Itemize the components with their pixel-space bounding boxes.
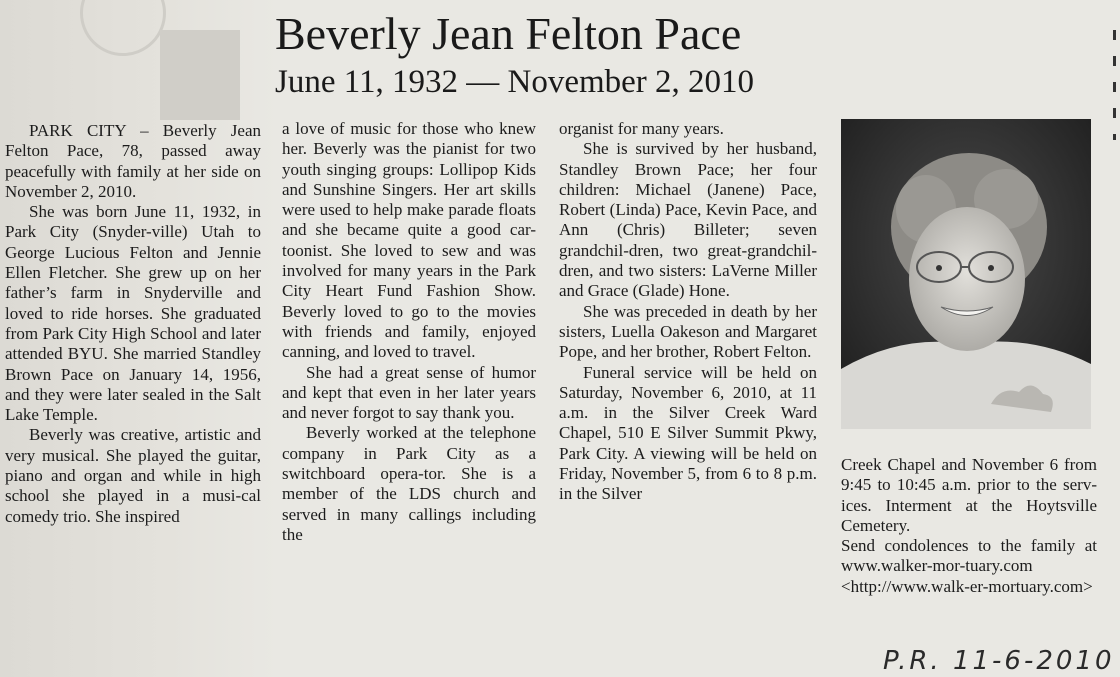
paragraph: Creek Chapel and November 6 from 9:45 to 10:45 a.m. prior to the serv-ices. Interment at the Hoytsville Cemetery. [841, 455, 1097, 535]
text-column-2 [282, 119, 536, 545]
paragraph: Beverly worked at the telephone company in Park City as a switchboard opera-tor. She is a member of the LDS church and served in many callings including the [282, 423, 536, 544]
portrait-photo [841, 119, 1091, 429]
paragraph: Beverly was creative, artistic and very musical. She played the guitar, piano and organ and while in high school she played in a musi-cal comedy trio. She inspired [5, 425, 261, 526]
paragraph: She is survived by her husband, Standley Brown Pace; her four children: Michael (Janene) Pace, Robert (Linda) Pace, Kevin Pace, and Ann (Chris) Billeter; seven grandchil-dren, two great-grandchil-dren, and two sisters: LaVerne Miller and Grace (Glade) Hone. [559, 139, 817, 301]
portrait-image [841, 119, 1091, 429]
paragraph: Funeral service will be held on Saturday, November 6, 2010, at 11 a.m. in the Silver Creek Ward Chapel, 510 E Silver Summit Pkwy, Park City. A viewing will be held on Friday, November 5, from 6 to 8 p.m. in the Silver [559, 362, 817, 504]
text-column-4 [841, 455, 1097, 597]
paragraph: She had a great sense of humor and kept that even in her later years and never forgot to say thank you. [282, 362, 536, 423]
paragraph: organist for many years. [559, 119, 724, 138]
handwritten-note: P.R. 11-6-2010 [883, 646, 1115, 676]
paragraph: She was born June 11, 1932, in Park City (Snyder-ville) Utah to George Lucious Felton and Jennie Ellen Fletcher. She grew up on her father’s farm in Snyderville and loved to ride horses. She graduated from Park City High School and later attended BYU. She married Standley Brown Pace on January 14, 1956, and they were later sealed in the Salt Lake Temple. [5, 202, 261, 425]
text-column-3 [559, 119, 817, 505]
paragraph: Send condolences to the family at www.walker-mor-tuary.com <http://www.walk-er-mortuary.com> [841, 536, 1097, 596]
obituary-title: Beverly Jean Felton Pace [275, 8, 742, 59]
edge-scan-marks [1113, 30, 1116, 140]
paragraph: PARK CITY – Beverly Jean Felton Pace, 78, passed away peacefully with family at her side on November 2, 2010. [5, 121, 261, 201]
paragraph: a love of music for those who knew her. Beverly was the pianist for two youth singing groups: Lollipop Kids and Sunshine Singers. Her art skills were used to help make parade floats and she became quite a good car-toonist. She loved to sew and was involved for many years in the Park City Heart Fund Fashion Show. Beverly loved to go to the movies with friends and family, enjoyed canning, and loved to travel. [282, 119, 536, 362]
text-column-1 [5, 121, 261, 527]
paragraph: She was preceded in death by her sisters, Luella Oakeson and Margaret Pope, and her brother, Robert Felton. [559, 301, 817, 362]
obituary-dates: June 11, 1932 — November 2, 2010 [275, 64, 755, 100]
